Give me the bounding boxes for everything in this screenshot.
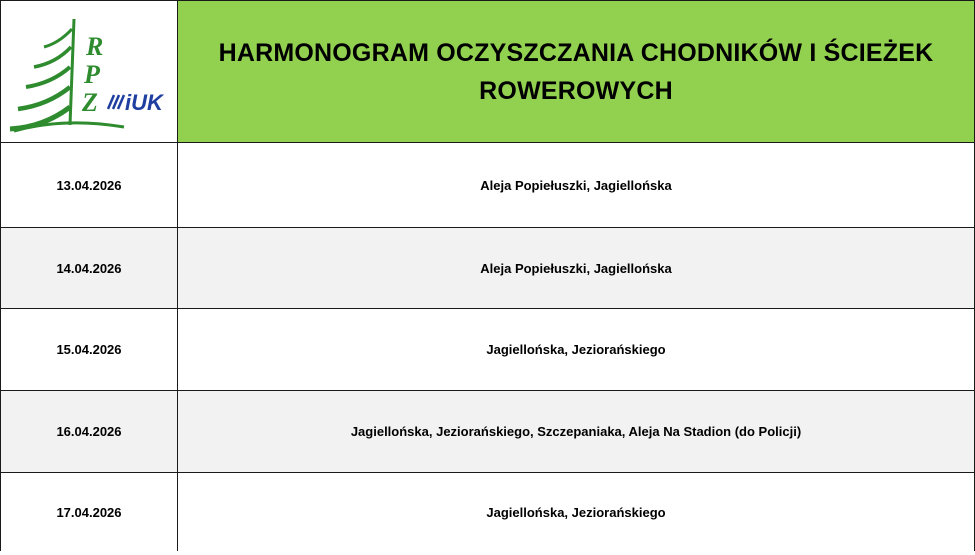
table-row [1,473,975,552]
svg-text:Z: Z [82,87,98,117]
date-cell: 14.04.2026 [1,228,178,309]
svg-text:iUK: iUK [125,89,163,115]
table-row [1,309,975,391]
date-cell: 17.04.2026 [1,473,178,552]
streets-cell: Jagiellońska, Jeziorańskiego, Szczepaniaka, Aleja Na Stadion (do Policji) [178,391,975,473]
date-cell: 15.04.2026 [1,309,178,391]
header-row [1,1,975,143]
title-cell [178,1,975,143]
streets-cell: Jagiellońska, Jeziorańskiego [178,473,975,552]
date-cell: 13.04.2026 [1,143,178,228]
svg-text:P: P [84,59,100,89]
table-row [1,228,975,309]
rpz-iuk-logo [4,7,174,137]
table-row [1,143,975,228]
title-line-2: ROWEROWYCH [479,76,673,105]
title-line-1: HARMONOGRAM OCZYSZCZANIA CHODNIKÓW I ŚCIEŻEK [218,38,934,67]
table-row [1,391,975,473]
logo-cell [1,1,178,143]
streets-cell: Aleja Popiełuszki, Jagiellońska [178,143,975,228]
svg-text:R: R [86,31,104,61]
streets-cell: Jagiellońska, Jeziorańskiego [178,309,975,391]
streets-cell: Aleja Popiełuszki, Jagiellońska [178,228,975,309]
date-cell: 16.04.2026 [1,391,178,473]
